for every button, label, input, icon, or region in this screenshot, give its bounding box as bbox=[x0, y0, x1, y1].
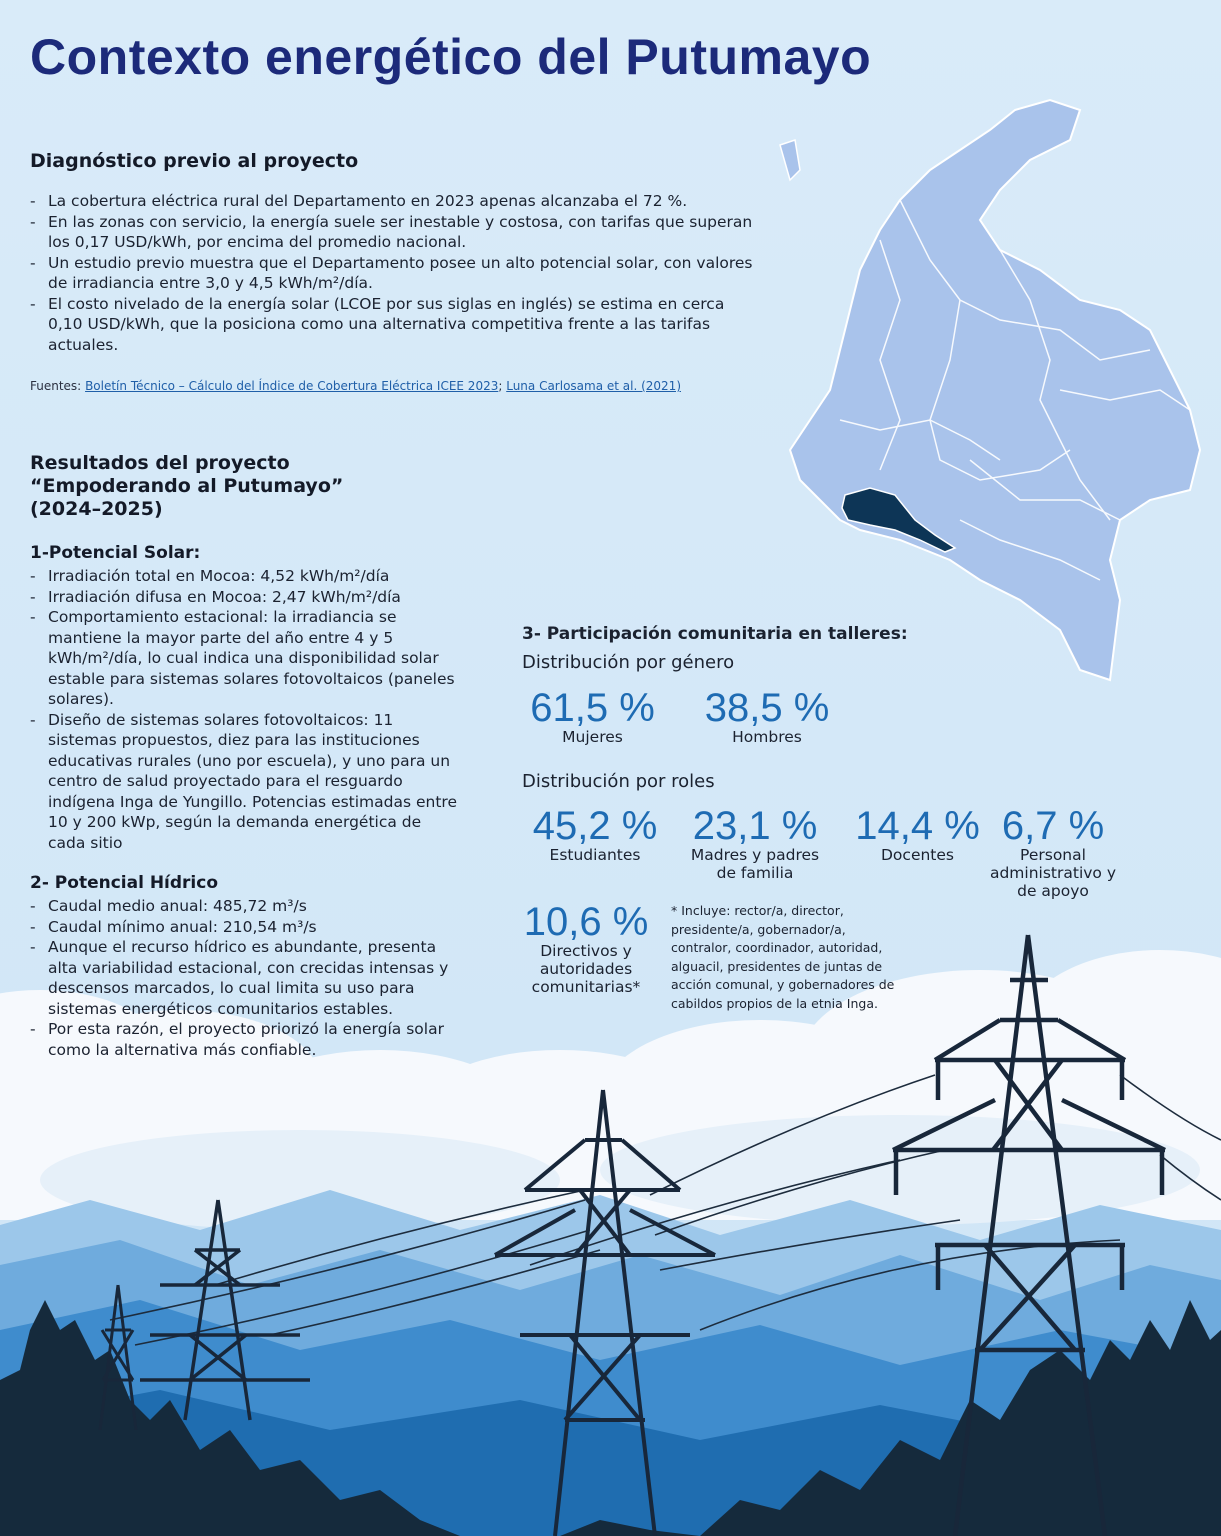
sources-line bbox=[30, 379, 760, 393]
source-separator: ; bbox=[498, 379, 503, 393]
stat-docentes bbox=[850, 806, 985, 864]
source-link-icee[interactable]: Boletín Técnico – Cálculo del Índice de Cobertura Eléctrica ICEE 2023 bbox=[85, 379, 499, 393]
source-link-luna[interactable]: Luna Carlosama et al. (2021) bbox=[506, 379, 681, 393]
stat-value: 61,5 % bbox=[530, 686, 655, 730]
stat-label: Directivos y autoridades comunitarias* bbox=[531, 942, 641, 996]
hidrico-list bbox=[30, 896, 460, 1060]
resultados-heading-line1: Resultados del proyecto bbox=[30, 452, 290, 474]
genero-title: Distribución por género bbox=[522, 652, 735, 673]
stat-personal bbox=[988, 806, 1118, 900]
list-item: - En las zonas con servicio, la energía suele ser inestable y costosa, con tarifas que superan los 0,17 USD/kWh, por encima del promedio nacional. bbox=[30, 212, 760, 253]
list-item: - Por esta razón, el proyecto priorizó la energía solar como la alternativa más confiable. bbox=[30, 1019, 460, 1060]
participacion-heading: 3- Participación comunitaria en talleres: bbox=[522, 624, 908, 644]
resultados-heading-line2: “Empoderando al Putumayo” bbox=[30, 475, 344, 497]
hidrico-heading: 2- Potencial Hídrico bbox=[30, 873, 219, 893]
list-item: - Comportamiento estacional: la irradiancia se mantiene la mayor parte del año entre 4 y 5 kWh/m²/día, lo cual indica una disponibilidad solar estable para sistemas solares fotovoltaicos (paneles solares). bbox=[30, 607, 460, 710]
stat-label: Estudiantes bbox=[549, 846, 641, 864]
stat-label: Docentes bbox=[881, 846, 954, 864]
page-title: Contexto energético del Putumayo bbox=[30, 29, 872, 85]
diagnostico-list bbox=[30, 191, 760, 355]
list-item: - Caudal mínimo anual: 210,54 m³/s bbox=[30, 917, 460, 938]
list-item: - Irradiación difusa en Mocoa: 2,47 kWh/m²/día bbox=[30, 587, 460, 608]
stat-mujeres bbox=[520, 688, 665, 746]
stat-madres-padres bbox=[680, 806, 830, 882]
stat-hombres bbox=[692, 688, 842, 746]
stat-label: Hombres bbox=[732, 728, 802, 746]
stat-label: Personal administrativo y de apoyo bbox=[989, 846, 1117, 900]
roles-footnote: * Incluye: rector/a, director, presidente/a, gobernador/a, contralor, coordinador, autoridad, alguacil, presidentes de juntas de acción comunal, y gobernadores de cabildos propios de la etnia Inga. bbox=[671, 903, 895, 1011]
resultados-section bbox=[30, 452, 460, 1060]
stat-value: 45,2 % bbox=[532, 804, 658, 848]
stat-label: Madres y padres de familia bbox=[690, 846, 820, 882]
list-item: - Caudal medio anual: 485,72 m³/s bbox=[30, 896, 460, 917]
stat-label: Mujeres bbox=[562, 728, 623, 746]
stat-value: 6,7 % bbox=[1001, 804, 1105, 848]
list-item: - Aunque el recurso hídrico es abundante, presenta alta variabilidad estacional, con crecidas intensas y descensos marcados, lo cual limita su uso para sistemas energéticos comunitarios estables. bbox=[30, 937, 460, 1019]
stat-value: 14,4 % bbox=[855, 804, 980, 848]
sources-label: Fuentes: bbox=[30, 379, 82, 393]
list-item: - Diseño de sistemas solares fotovoltaicos: 11 sistemas propuestos, diez para las instituciones educativas rurales (uno por escuela), y uno para un centro de salud proyectado para el resguardo indígena Inga de Yungillo. Potencias estimadas entre 10 y 200 kWp, según la demanda energética de cada sitio bbox=[30, 710, 460, 854]
stat-value: 23,1 % bbox=[692, 804, 818, 848]
list-item: - El costo nivelado de la energía solar (LCOE por sus siglas en inglés) se estima en cerca 0,10 USD/kWh, que la posiciona como una alternativa competitiva frente a las tarifas actuales. bbox=[30, 294, 760, 356]
participacion-section bbox=[520, 624, 1210, 1024]
stat-value: 38,5 % bbox=[704, 686, 830, 730]
list-item: - Un estudio previo muestra que el Departamento posee un alto potencial solar, con valores de irradiancia entre 3,0 y 4,5 kWh/m²/día. bbox=[30, 253, 760, 294]
stat-estudiantes bbox=[520, 806, 670, 864]
stat-value: 10,6 % bbox=[523, 900, 649, 944]
resultados-heading-line3: (2024–2025) bbox=[30, 498, 163, 520]
resultados-heading bbox=[30, 452, 460, 521]
list-item: - Irradiación total en Mocoa: 4,52 kWh/m²/día bbox=[30, 566, 460, 587]
diagnostico-section bbox=[30, 150, 760, 393]
solar-list bbox=[30, 566, 460, 853]
stat-directivos bbox=[520, 902, 652, 996]
list-item: - La cobertura eléctrica rural del Departamento en 2023 apenas alcanzaba el 72 %. bbox=[30, 191, 760, 212]
solar-heading: 1-Potencial Solar: bbox=[30, 543, 201, 563]
roles-title: Distribución por roles bbox=[522, 771, 715, 792]
diagnostico-heading: Diagnóstico previo al proyecto bbox=[30, 150, 359, 172]
